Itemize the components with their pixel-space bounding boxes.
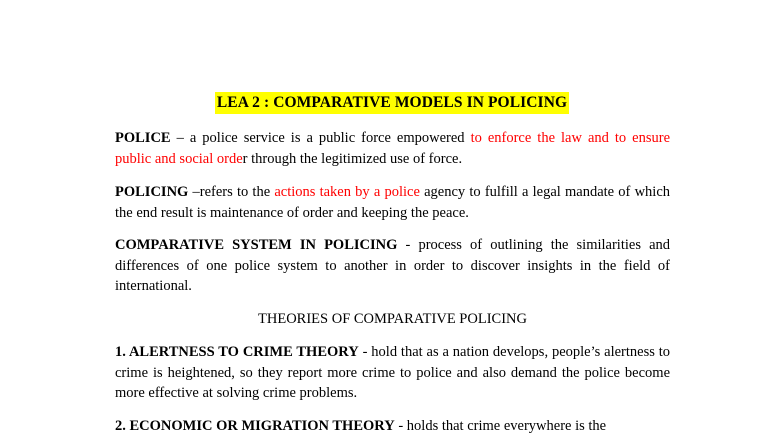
police-text-2: r through the legitimized use of force. bbox=[242, 150, 463, 167]
economic-theory bbox=[115, 416, 670, 437]
police-separator: – bbox=[170, 130, 190, 146]
policing-text-1: refers to the bbox=[199, 184, 275, 200]
policing-term: POLICING bbox=[115, 184, 189, 200]
comparative-term: COMPARATIVE SYSTEM IN POLICING bbox=[115, 237, 398, 253]
alertness-theory bbox=[115, 342, 670, 404]
economic-text: - holds that crime everywhere is the bbox=[394, 418, 607, 434]
comparative-system-definition bbox=[115, 235, 670, 297]
document-title: LEA 2 : COMPARATIVE MODELS IN POLICING bbox=[215, 92, 569, 114]
police-red-text: to enforce the law and to ensure public and social orde bbox=[115, 130, 671, 167]
policing-definition bbox=[115, 182, 670, 223]
police-definition bbox=[115, 128, 670, 169]
policing-red-text: actions taken by a police bbox=[274, 184, 420, 200]
comparative-text: - process of outlining the similarities and differences of one police system to another in order to discover insights in the field of international. bbox=[115, 237, 671, 294]
policing-separator: – bbox=[188, 184, 200, 200]
police-text-1: a police service is a public force empowered bbox=[189, 130, 471, 146]
alertness-text: - hold that as a nation develops, people’s alertness to crime is heightened, so they report more crime to police and also demand the police become more effective at solving crime problems. bbox=[115, 344, 671, 401]
police-term: POLICE bbox=[115, 130, 171, 146]
alertness-term: 1. ALERTNESS TO CRIME THEORY bbox=[115, 344, 359, 360]
policing-text-2: agency to fulfill a legal mandate of which the end result is maintenance of order and keeping the peace. bbox=[115, 184, 671, 221]
theories-heading: THEORIES OF COMPARATIVE POLICING bbox=[258, 311, 527, 327]
economic-term: 2. ECONOMIC OR MIGRATION THEORY bbox=[115, 418, 395, 434]
title-container bbox=[0, 92, 784, 114]
